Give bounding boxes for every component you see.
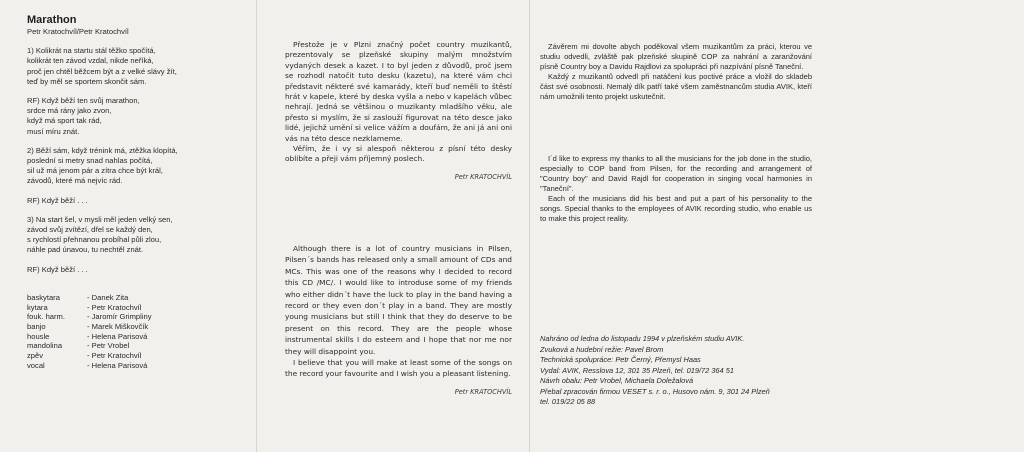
instrument: mandolina bbox=[27, 341, 63, 351]
table-row bbox=[27, 361, 152, 371]
credit-line: Přebal zpracován firmou VESET s. r. o., Husovo nám. 9, 301 24 Plzeň bbox=[540, 386, 770, 396]
player: - Petr Kratochvíl bbox=[87, 302, 142, 312]
credit-line: Nahráno od ledna do listopadu 1994 v plzeňském studiu AVIK. bbox=[540, 334, 745, 343]
production-credits bbox=[540, 334, 820, 408]
table-row bbox=[27, 322, 152, 332]
stanza: RF) Když běží ten svůj marathon, srdce má rány jako zvon, když má sport tak rád, musí míru znát. bbox=[27, 96, 140, 136]
player: - Petr Vrobel bbox=[87, 341, 130, 351]
paragraph: Each of the musicians did his best and put a part of his personality to the songs. Special thanks to the employees of AVIK recording studio, who enable us to make this project reality. bbox=[540, 194, 812, 223]
credit-line: Návrh obalu: Petr Vrobel, Michaela Doležalová bbox=[540, 376, 694, 385]
instrument: banjo bbox=[27, 321, 46, 331]
table-row bbox=[27, 312, 152, 322]
table-row bbox=[27, 341, 152, 351]
credit-line: tel. 019/22 05 88 bbox=[540, 397, 596, 406]
paragraph: Although there is a lot of country musicians in Pilsen, Pilsen´s bands has released only a small amount of CDs and MCs. This was one of the reasons why I decided to record this CD /MC/. I would like to introduse some of my friends who either didn´t have the luck to play in the band having a record or they even don´t play in a band. They are mostly young musicians but still I think that they do deserve to be present on this record. They are the people whose instrumental skills I do esteem and I hope that nor me nor they will disappoint you. bbox=[285, 244, 512, 356]
stanza: 2) Běží sám, když trénink má, ztěžka klopítá, poslední si metry snad nahlas počítá, sil už má jenom pár a zítra chce být král, závodů, které má nejvíc rád. bbox=[27, 145, 178, 186]
paragraph: Věřím, že i vy si alespoň některou z písní této desky oblíbíte a přeji vám příjemný poslech. bbox=[285, 144, 512, 164]
paragraph: Každý z muzikantů odvedl při natáčení kus poctivé práce a vložil do skladeb část své osobnosti. Nemalý dík patří také všem zaměstnancům studia AVIK, kteří nám umožnili tento projekt uskutečnit. bbox=[540, 72, 812, 101]
intro-english bbox=[285, 243, 512, 398]
instrument: baskytara bbox=[27, 292, 60, 302]
instrument: housle bbox=[27, 331, 50, 341]
instrument: fouk. harm. bbox=[27, 312, 65, 322]
credit-line: Technická spolupráce: Petr Černý, Přemysl Haas bbox=[540, 355, 701, 364]
paragraph: Přestože je v Plzni značný počet country muzikantů, prezentovaly se plzeňské skupiny malým množstvím vydaných desek a kazet. I to byl jeden z důvodů, proč jsem se rozhodl natočit tuto desku (kazetu), na které vám chci představit některé své kamarády, kteří buď neměli to štěstí hrát v kapele, které by deska vyšla a nebo v kapelách vůbec nehrají. Jedná se většinou o muzikanty mladšího věku, ale přesto si myslím, že si zaslouží figurovat na této desce jako lidé, jejichž umění si velice vážím a doufám, že ani já ani oni vás na této desce nezklameme. bbox=[285, 40, 512, 143]
stanza: RF) Když běží . . . bbox=[27, 264, 88, 274]
player: - Helena Parisová bbox=[87, 360, 148, 370]
stanza: 1) Kolikrát na startu stál těžko spočítá, kolikrát ten závod vzdal, nikde neříká, proč jen chtěl běžcem být a z velké slávy žít, teď by měl se sportem skončit sám. bbox=[27, 46, 177, 86]
player: - Helena Parisová bbox=[87, 331, 148, 341]
instrument: kytara bbox=[27, 302, 48, 312]
player: - Jaromír Grimpliny bbox=[87, 312, 152, 322]
paragraph: Závěrem mi dovolte abych poděkoval všem muzikantům za práci, kterou ve studiu odvedli, zvláště pak plzeňské skupině COP za nahrání a zaranžování písně Country boy a Davidu Rajdlovi za spolupráci při nazpívání písně Taneční. bbox=[540, 42, 812, 71]
paragraph: I believe that you will make at least some of the songs on the record your favourite and I wish you a pleasant listening. bbox=[285, 358, 512, 379]
paragraph: I´d like to express my thanks to all the musicians for the job done in the studio, especially to COP band from Pilsen, for the recording and arrangement of "Country boy" and David Rajdl for cooperation in singing vocal harmonies in "Taneční". bbox=[540, 154, 812, 193]
fold-line bbox=[529, 0, 530, 452]
thanks-english bbox=[540, 154, 812, 224]
signature: Petr KRATOCHVÍL bbox=[454, 172, 512, 181]
instrument: zpěv bbox=[27, 351, 44, 361]
credit-line: Vydal: AVIK, Resslova 12, 301 35 Plzeň, tel. 019/72 364 51 bbox=[540, 365, 734, 375]
player: - Marek Miškovčík bbox=[87, 321, 149, 331]
player: - Petr Kratochvíl bbox=[87, 351, 142, 361]
stanza: RF) Když běží . . . bbox=[27, 195, 88, 205]
thanks-czech bbox=[540, 42, 812, 102]
table-row bbox=[27, 332, 152, 342]
intro-czech bbox=[285, 40, 512, 182]
instrument: vocal bbox=[27, 360, 45, 370]
table-row bbox=[27, 351, 152, 361]
fold-line bbox=[256, 0, 257, 452]
credit-line: Zvuková a hudební režie: Pavel Brom bbox=[540, 344, 664, 354]
stanza: 3) Na start šel, v mysli měl jeden velký sen, závod svůj zvítězí, dřel se každý den, s rychlostí přehnanou probíhal půli zlou, náhle pad únavou, tu nechtěl znát. bbox=[27, 214, 173, 255]
song-title: Marathon bbox=[27, 14, 77, 26]
musicians-table bbox=[27, 293, 152, 371]
player: - Danek Zita bbox=[87, 292, 129, 302]
lyrics-panel bbox=[27, 14, 247, 370]
table-row bbox=[27, 293, 152, 303]
table-row bbox=[27, 303, 152, 313]
song-authors: Petr Kratochvíl/Petr Kratochvíl bbox=[27, 27, 129, 36]
signature: Petr KRATOCHVÍL bbox=[454, 387, 512, 396]
